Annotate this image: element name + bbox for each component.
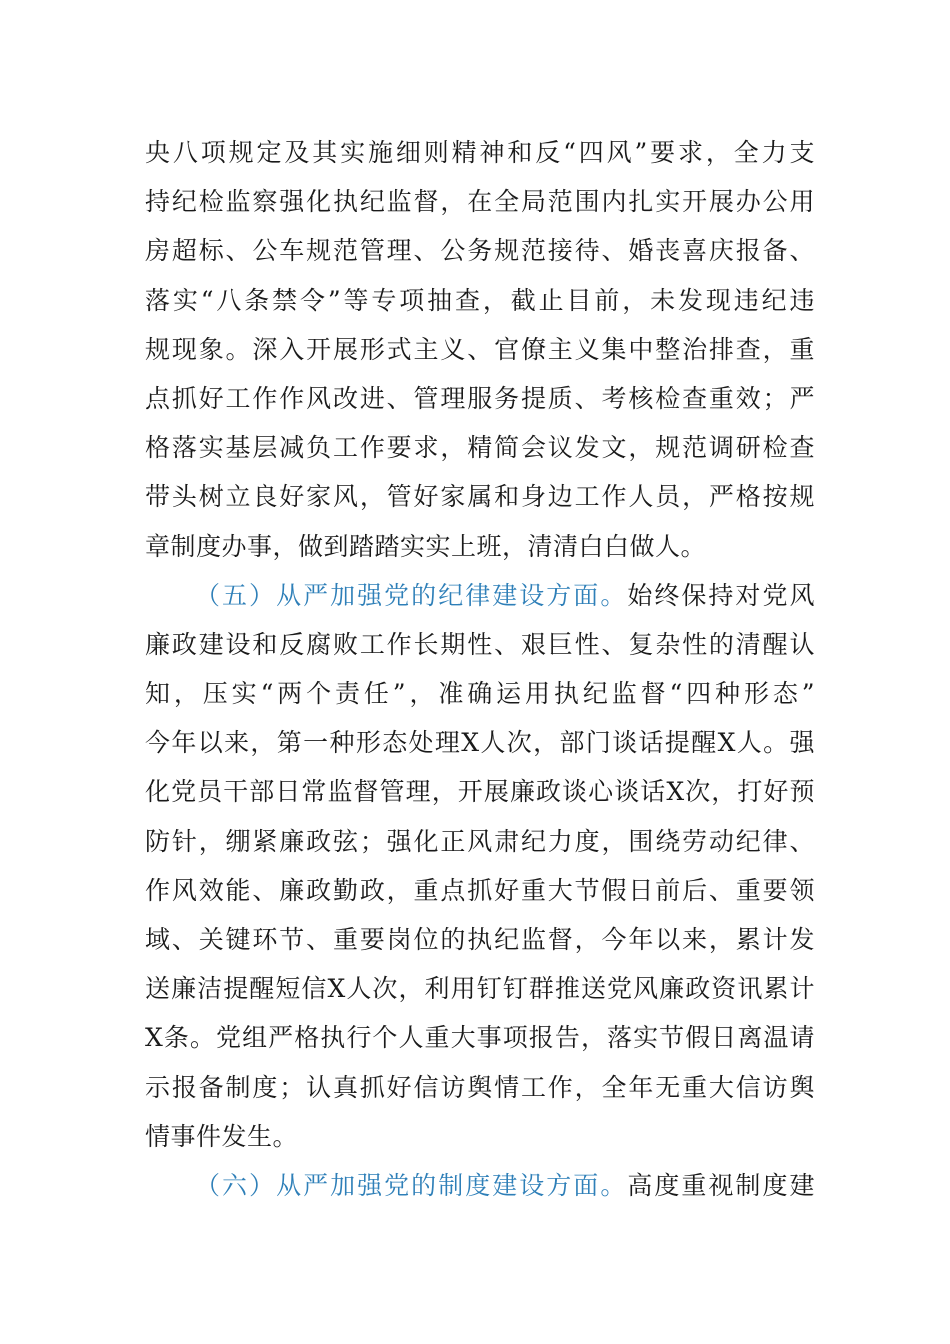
section-5-line-3: 今年以来，第一种形态处理X人次，部门谈话提醒X人。强: [145, 728, 815, 758]
section-5-first-line-text: 始终保持对党风: [627, 580, 815, 610]
section-5-line-9: X条。党组严格执行个人重大事项报告，落实节假日离温请: [145, 1023, 815, 1053]
body-line-9: 章制度办事，做到踏踏实实上班，清清白白做人。: [145, 531, 707, 561]
body-line-3: 房超标、公车规范管理、公务规范接待、婚丧喜庆报备、: [145, 236, 815, 266]
body-line-1: 央八项规定及其实施细则精神和反“四风”要求，全力支: [145, 138, 815, 167]
section-6-first-line: [145, 1161, 815, 1210]
section-5-line-7: 域、关键环节、重要岗位的执纪监督，今年以来，累计发: [145, 925, 815, 954]
body-line-6: 点抓好工作作风改进、管理服务提质、考核检查重效；严: [145, 383, 815, 413]
body-line-2: 持纪检监察强化执纪监督，在全局范围内扎实开展办公用: [145, 187, 815, 217]
section-5-line-4: 化党员干部日常监督管理，开展廉政谈心谈话X次，打好预: [145, 777, 815, 807]
section-5-line-10: 示报备制度；认真抓好信访舆情工作，全年无重大信访舆: [145, 1072, 815, 1102]
section-5-heading: （五）从严加强党的纪律建设方面。: [195, 580, 628, 610]
section-6-heading: （六）从严加强党的制度建设方面。: [195, 1170, 628, 1200]
section-5-line-8: 送廉洁提醒短信X人次，利用钉钉群推送党风廉政资讯累计: [145, 974, 815, 1004]
section-5-line-1: 廉政建设和反腐败工作长期性、艰巨性、复杂性的清醒认: [145, 629, 815, 659]
section-5-line-2: 知，压实“两个责任”，准确运用执纪监督“四种形态”: [145, 679, 815, 709]
section-5-line-11: 情事件发生。: [145, 1121, 299, 1151]
document-body: [145, 128, 815, 1210]
body-line-7: 格落实基层减负工作要求，精简会议发文，规范调研检查: [145, 433, 815, 463]
section-5-line-5: 防针，绷紧廉政弦；强化正风肃纪力度，围绕劳动纪律、: [145, 826, 815, 856]
section-6-first-line-text: 高度重视制度建: [627, 1170, 815, 1200]
body-line-5: 规现象。深入开展形式主义、官僚主义集中整治排查，重: [145, 334, 815, 364]
body-line-4: 落实“八条禁令”等专项抽查，截止目前，未发现违纪违: [145, 285, 815, 315]
section-5-first-line: [145, 571, 815, 620]
body-line-8: 带头树立良好家风，管好家属和身边工作人员，严格按规: [145, 482, 815, 512]
section-5-line-6: 作风效能、廉政勤政，重点抓好重大节假日前后、重要领: [145, 875, 815, 905]
